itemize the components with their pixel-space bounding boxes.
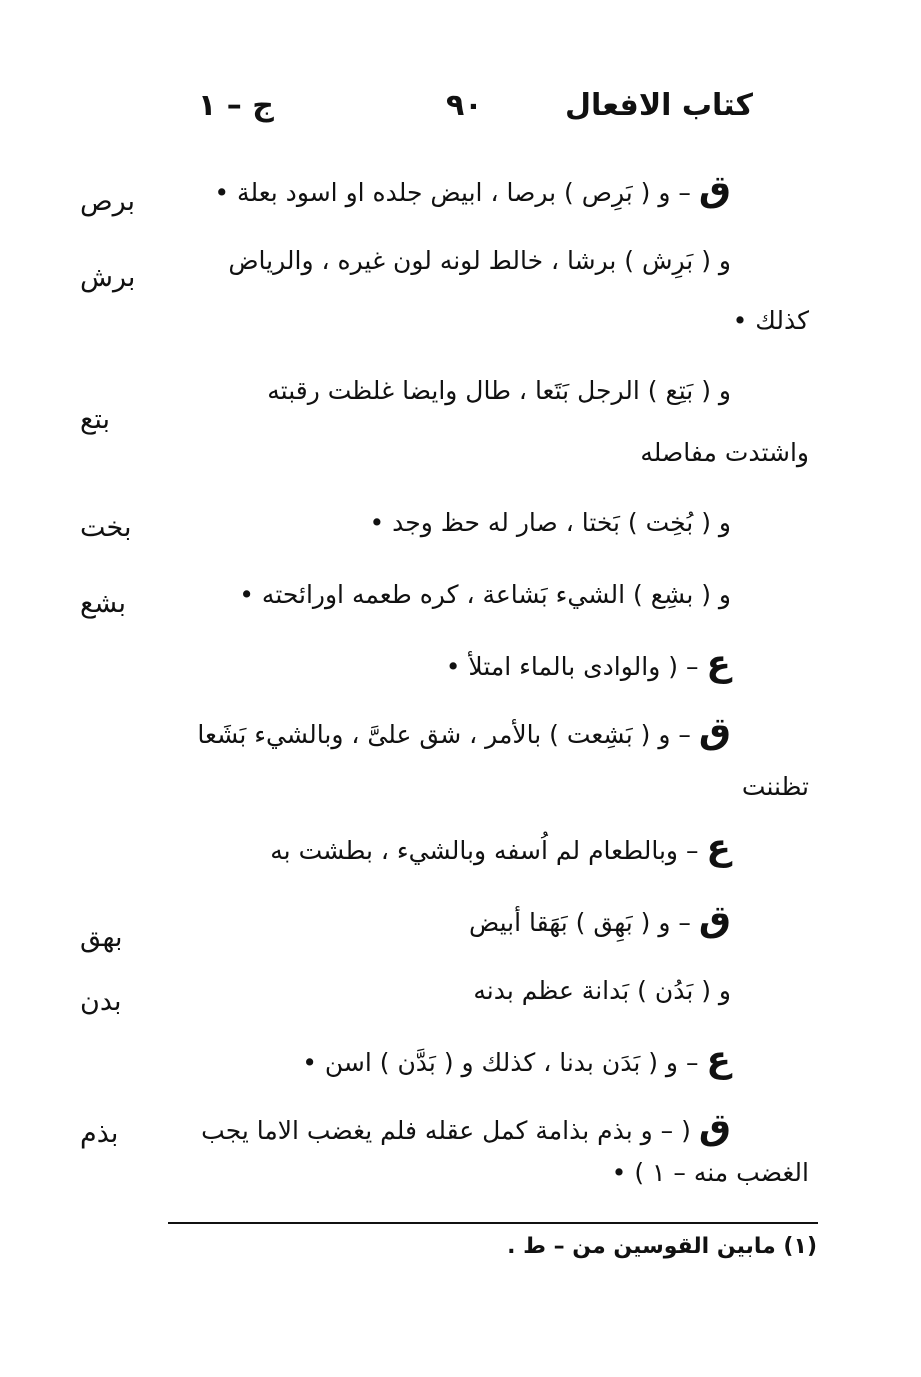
entry-line [267, 378, 731, 403]
entry-text: تظننت [741, 772, 809, 801]
entry-line [640, 440, 809, 465]
entry-text: كذلك • [732, 306, 809, 335]
entry-line [239, 582, 731, 607]
root-word: بدن [80, 986, 122, 1017]
page-number: ٩٠ [446, 88, 483, 123]
entry-text: – و ( بَهِق ) بَهَقا أبيض [468, 908, 691, 937]
entry-line [473, 978, 731, 1003]
entry-line [445, 643, 731, 684]
entry-text: – و ( بَدَن بدنا ، كذلك و ( بَدَّن ) اسن • [302, 1048, 699, 1077]
entry-marker: ق [698, 169, 731, 210]
entry-line [733, 308, 809, 333]
footnote-rule [168, 1222, 818, 1224]
footnote: (١) مابين القوسين من – ط . [507, 1234, 817, 1259]
root-word: بذم [80, 1118, 119, 1149]
entry-marker: ق [698, 1107, 731, 1148]
entry-text: الغضب منه – ١ ) • [611, 1158, 809, 1187]
entry-line [369, 510, 731, 535]
entry-marker: ق [698, 899, 731, 940]
entry-line [270, 827, 731, 868]
entry-marker: ق [698, 711, 731, 752]
volume-label: ج – ١ [198, 88, 274, 123]
book-title: كتاب الافعال [564, 88, 753, 123]
entry-text: – ( والوادى بالماء امتلأ • [445, 652, 699, 681]
entry-marker: ع [706, 1039, 731, 1080]
entry-marker: ع [706, 643, 731, 684]
root-word: بتع [80, 404, 111, 435]
entry-text: و ( بَرِش ) برشا ، خالط لونه لون غيره ، والرياض [228, 246, 731, 275]
root-word: بهق [80, 922, 123, 953]
entry-line [197, 711, 731, 752]
entry-text: – و ( بَرِص ) برصا ، ابيض جلده او اسود بعلة • [214, 178, 691, 207]
entry-line [468, 899, 731, 940]
entry-text: واشتدت مفاصله [640, 438, 809, 467]
root-word: برش [80, 262, 136, 293]
entry-line [742, 774, 809, 799]
entry-text: و ( بشِع ) الشيء بَشاعة ، كره طعمه اورائحته • [239, 580, 731, 609]
entry-text: و ( بَدُن ) بَدانة عظم بدنه [473, 976, 731, 1005]
entry-line [612, 1160, 809, 1185]
entry-text: ( – و بذم بذامة كمل عقله فلم يغضب الاما يجب [201, 1116, 691, 1145]
entry-line [201, 1107, 731, 1148]
root-word: بشع [80, 588, 126, 619]
entry-line [302, 1039, 731, 1080]
entry-text: – و ( بَشِعت ) بالأمر ، شق علىَّ ، وبالشيء بَشَعا [197, 720, 691, 749]
entry-line [214, 169, 731, 210]
root-word: برص [80, 186, 136, 217]
entry-line [228, 248, 731, 273]
entry-text: و ( بُخِت ) بَختا ، صار له حظ وجد • [369, 508, 731, 537]
entry-marker: ع [706, 827, 731, 868]
entry-text: و ( بَتِع ) الرجل بَتَعا ، طال وايضا غلظت رقبته [267, 376, 731, 405]
root-word: بخت [80, 512, 132, 543]
entry-text: – وبالطعام لم اُسفه وبالشيء ، بطشت به [270, 836, 699, 865]
